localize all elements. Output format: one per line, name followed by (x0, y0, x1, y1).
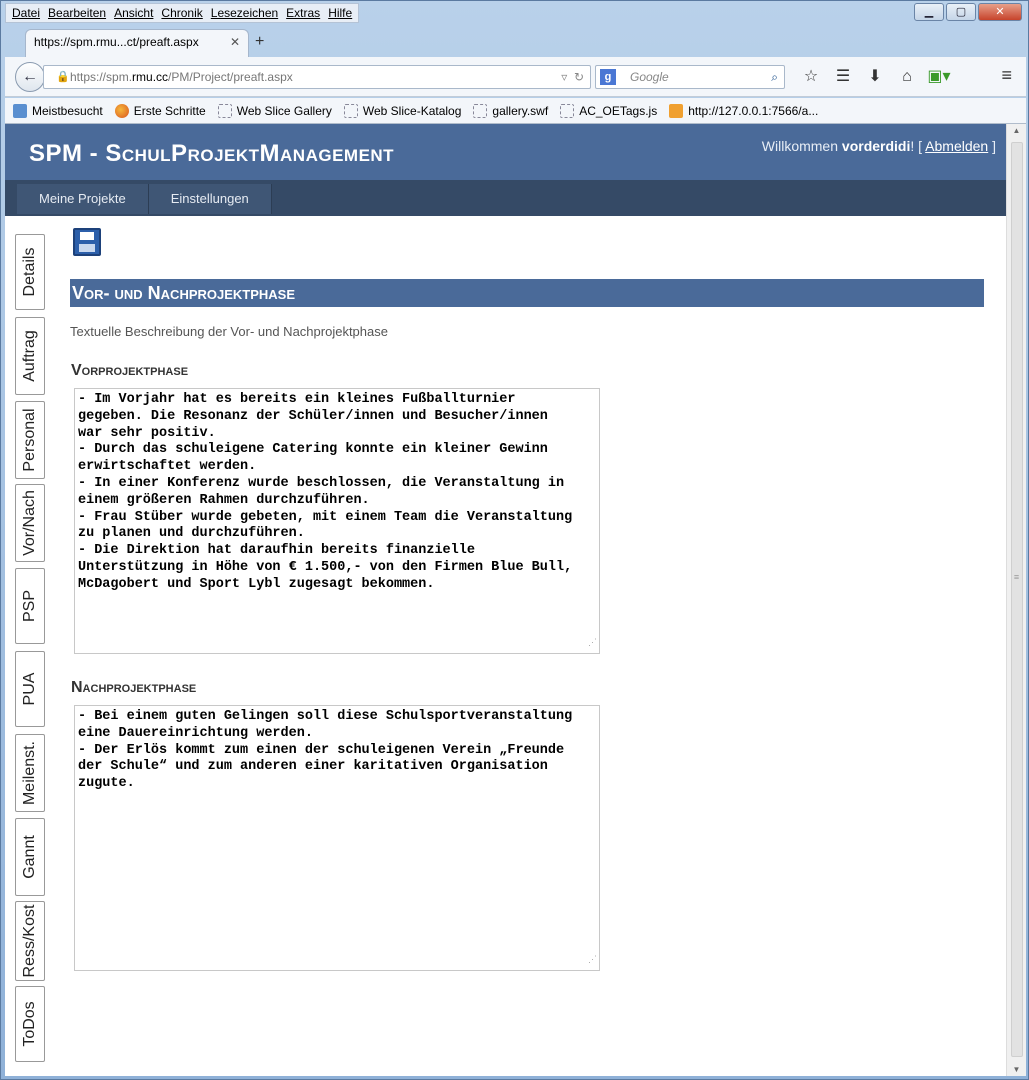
search-input[interactable] (595, 65, 785, 89)
nav-einstellungen[interactable]: Einstellungen (149, 184, 272, 214)
app-title: SPM - SchulProjektManagement (29, 140, 395, 167)
minimize-button[interactable]: ▁ (914, 3, 944, 21)
menu-lesezeichen[interactable]: Lesezeichen (210, 6, 279, 20)
post-phase-textarea[interactable] (74, 705, 600, 971)
url-bar[interactable] (43, 65, 591, 89)
side-tab-personal[interactable] (15, 401, 45, 479)
pre-phase-textarea[interactable] (74, 388, 600, 654)
toolbar-icons (795, 65, 955, 89)
side-tab-label: Details (21, 247, 38, 297)
menu-bar (5, 3, 359, 23)
menu-extras[interactable]: Extras (286, 6, 321, 20)
pre-phase-heading: Vorprojektphase (71, 362, 189, 379)
google-icon[interactable]: g (600, 69, 616, 85)
addon-icon[interactable]: ▣▾ (927, 68, 951, 85)
side-tab-label: PSP (21, 589, 38, 623)
welcome-suffix: ! [ (910, 138, 926, 154)
scroll-up-icon[interactable]: ▲ (1012, 126, 1021, 135)
bookmark-meistbesucht[interactable] (13, 104, 103, 118)
side-tab-psp[interactable] (15, 568, 45, 644)
side-tab-vor-nach[interactable] (15, 484, 45, 562)
navigation-bar (5, 57, 1026, 97)
page-icon (560, 104, 574, 118)
vertical-scrollbar[interactable] (1006, 124, 1026, 1076)
star-icon[interactable]: ☆ (803, 68, 819, 85)
app-header (5, 124, 1006, 180)
menu-datei[interactable]: Datei (12, 6, 41, 20)
username: vorderdidi (841, 138, 911, 154)
web-slice-icon (344, 104, 358, 118)
side-tab-meilenst[interactable] (15, 734, 45, 812)
home-icon[interactable]: ⌂ (902, 68, 912, 85)
resize-grip-icon[interactable]: ⋰ (588, 955, 597, 966)
side-tab-todos[interactable] (15, 986, 45, 1062)
side-tab-label: Gannt (21, 835, 38, 879)
bookmark-label: Erste Schritte (133, 103, 206, 118)
welcome-end: ] (988, 138, 996, 154)
bookmark-folder-icon (13, 104, 27, 118)
post-phase-heading: Nachprojektphase (71, 679, 197, 696)
welcome-prefix: Willkommen (761, 138, 842, 154)
menu-hilfe[interactable]: Hilfe (328, 6, 353, 20)
bookmark-erste-schritte[interactable] (115, 104, 206, 118)
browser-tab[interactable] (25, 29, 249, 57)
rss-icon (669, 104, 683, 118)
web-slice-icon (218, 104, 232, 118)
scroll-down-icon[interactable]: ▼ (1012, 1065, 1021, 1074)
menu-chronik[interactable]: Chronik (161, 6, 203, 20)
scrollbar-thumb[interactable] (1011, 142, 1023, 1057)
side-tab-pua[interactable] (15, 651, 45, 727)
section-title: Vor- und Nachprojektphase (70, 279, 984, 307)
tab-strip (9, 27, 1024, 57)
close-window-button[interactable]: ✕ (978, 3, 1022, 21)
logout-link[interactable]: Abmelden (925, 138, 989, 154)
side-tab-label: Ress/Kost (21, 904, 38, 978)
menu-bearbeiten[interactable]: Bearbeiten (48, 6, 107, 20)
maximize-button[interactable]: ▢ (946, 3, 976, 21)
new-tab-icon[interactable]: + (255, 33, 265, 50)
side-tab-label: Auftrag (21, 330, 38, 382)
tab-title: https://spm.rmu...ct/preaft.aspx (34, 35, 199, 49)
pre-phase-text: - Im Vorjahr hat es bereits ein kleines Fußballturnier gegeben. Die Resonanz der Schüler/innen und Besucher/innen war sehr positiv. - Durch das schuleigene Catering konnte ein kleiner Gewinn erwirtschaftet werden. - In einer Konferenz wurde beschlossen, die Veranstaltung in einem größeren Rahmen durchzuführen. - Frau Stüber wurde gebeten, mit einem Team die Veranstaltung zu planen und durchzuführen. - Die Direktion hat daraufhin bereits finanzielle Unterstützung in Höhe von € 1.500,- von den Firmen Blue Bull, McDagobert und Sport Lybl zugesagt bekommen. (78, 392, 573, 592)
lock-icon: 🔒 (56, 71, 70, 83)
search-icon[interactable]: ⌕ (771, 70, 778, 84)
resize-grip-icon[interactable]: ⋰ (588, 638, 597, 649)
reading-list-icon[interactable]: ☰ (835, 68, 851, 85)
app-nav (5, 180, 1006, 216)
bookmark-label: AC_OETags.js (579, 103, 658, 118)
bookmark-ac-oetags[interactable] (560, 104, 657, 118)
scroll-grip-icon: ≡ (1013, 572, 1020, 582)
bookmark-label: Web Slice-Katalog (362, 103, 462, 118)
url-prefix: https://spm. (70, 70, 133, 84)
side-tab-label: ToDos (21, 1001, 38, 1047)
section-subtitle: Textuelle Beschreibung der Vor- und Nachprojektphase (70, 324, 388, 339)
welcome-text (762, 138, 996, 154)
download-icon[interactable]: ⬇ (868, 68, 882, 85)
bookmarks-bar (5, 98, 1026, 124)
side-tab-label: Vor/Nach (21, 490, 38, 556)
nav-meine-projekte[interactable]: Meine Projekte (17, 184, 149, 214)
save-icon[interactable] (73, 228, 101, 256)
bookmark-gallery-swf[interactable] (473, 104, 548, 118)
side-tab-label: PUA (21, 672, 38, 706)
close-tab-icon[interactable]: ✕ (229, 35, 240, 49)
hamburger-menu-icon[interactable]: ≡ (1001, 65, 1012, 85)
bookmark-label: Web Slice Gallery (236, 103, 332, 118)
page-viewport (5, 124, 1006, 1076)
url-path: /PM/Project/preaft.aspx (168, 70, 293, 84)
back-arrow-icon[interactable]: ← (15, 62, 45, 92)
bookmark-label: gallery.swf (492, 103, 549, 118)
search-placeholder: Google (630, 70, 669, 84)
menu-ansicht[interactable]: Ansicht (114, 6, 154, 20)
bookmark-web-slice-gallery[interactable] (218, 104, 332, 118)
url-host: rmu.cc (132, 70, 169, 84)
side-tab-label: Meilenst. (21, 740, 38, 806)
side-tab-details[interactable] (15, 234, 45, 310)
side-tab-ress-kost[interactable] (15, 901, 45, 981)
bookmark-localhost[interactable] (669, 104, 818, 118)
post-phase-text: - Bei einem guten Gelingen soll diese Schulsportveranstaltung eine Dauereinrichtung werden. - Der Erlös kommt zum einen der schuleigenen Verein „Freunde der Schule“ und zum anderen einer karitativen Organisation zugute. (78, 709, 573, 792)
firefox-icon (115, 104, 129, 118)
bookmark-web-slice-katalog[interactable] (344, 104, 462, 118)
bookmark-label: Meistbesucht (32, 103, 103, 118)
side-tab-gannt[interactable] (15, 818, 45, 896)
reload-icon[interactable]: ▿ ↻ (561, 70, 584, 84)
side-tab-auftrag[interactable] (15, 317, 45, 395)
bookmark-label: http://127.0.0.1:7566/a... (688, 103, 819, 118)
side-tab-label: Personal (21, 408, 38, 472)
window-controls (912, 3, 1022, 21)
page-icon (473, 104, 487, 118)
